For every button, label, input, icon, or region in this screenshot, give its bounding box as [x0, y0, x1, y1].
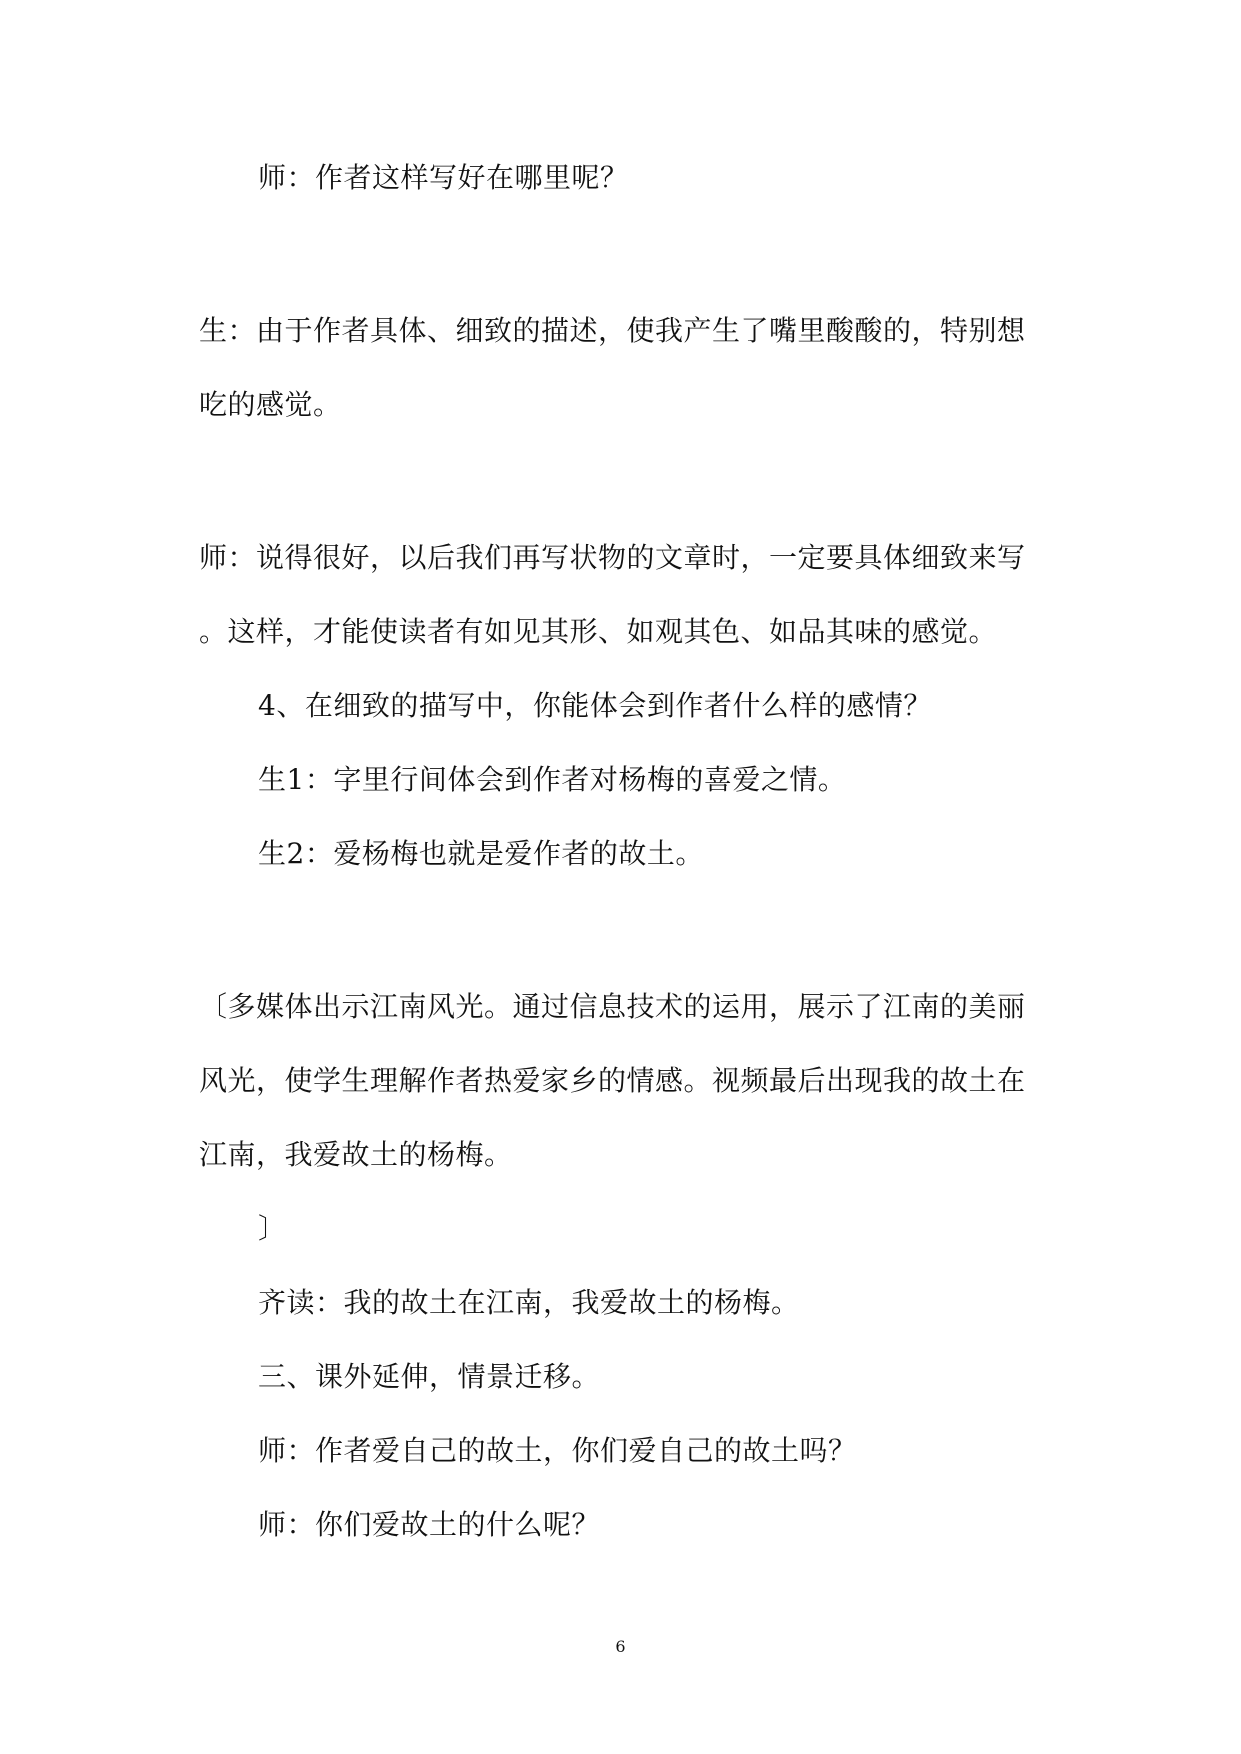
text-line: 〕: [258, 1212, 287, 1245]
text-line: 生1：字里行间体会到作者对杨梅的喜爱之情。: [258, 763, 847, 796]
text-line: 〔多媒体出示江南风光。通过信息技术的运用，展示了江南的美丽: [199, 990, 1026, 1023]
text-line: 师：你们爱故土的什么呢？: [258, 1508, 601, 1541]
text-line: 齐读：我的故土在江南，我爱故土的杨梅。: [258, 1286, 800, 1319]
text-line: 师：作者这样写好在哪里呢？: [258, 161, 629, 194]
text-line: 吃的感觉。: [199, 388, 342, 421]
text-line: 江南，我爱故土的杨梅。: [199, 1138, 513, 1171]
text-line: 风光，使学生理解作者热爱家乡的情感。视频最后出现我的故土在: [199, 1064, 1026, 1097]
text-line: 生：由于作者具体、细致的描述，使我产生了嘴里酸酸的，特别想: [199, 314, 1026, 347]
text-line: 生2：爱杨梅也就是爱作者的故土。: [258, 837, 704, 870]
text-line: 4、在细致的描写中，你能体会到作者什么样的感情？: [258, 689, 932, 722]
text-line: 师：说得很好，以后我们再写状物的文章时，一定要具体细致来写: [199, 541, 1026, 574]
text-line: 三、课外延伸，情景迁移。: [258, 1360, 601, 1393]
text-line: 。这样，才能使读者有如见其形、如观其色、如品其味的感觉。: [199, 615, 998, 648]
page-number: 6: [615, 1637, 626, 1656]
text-line: 师：作者爱自己的故土，你们爱自己的故土吗？: [258, 1434, 857, 1467]
